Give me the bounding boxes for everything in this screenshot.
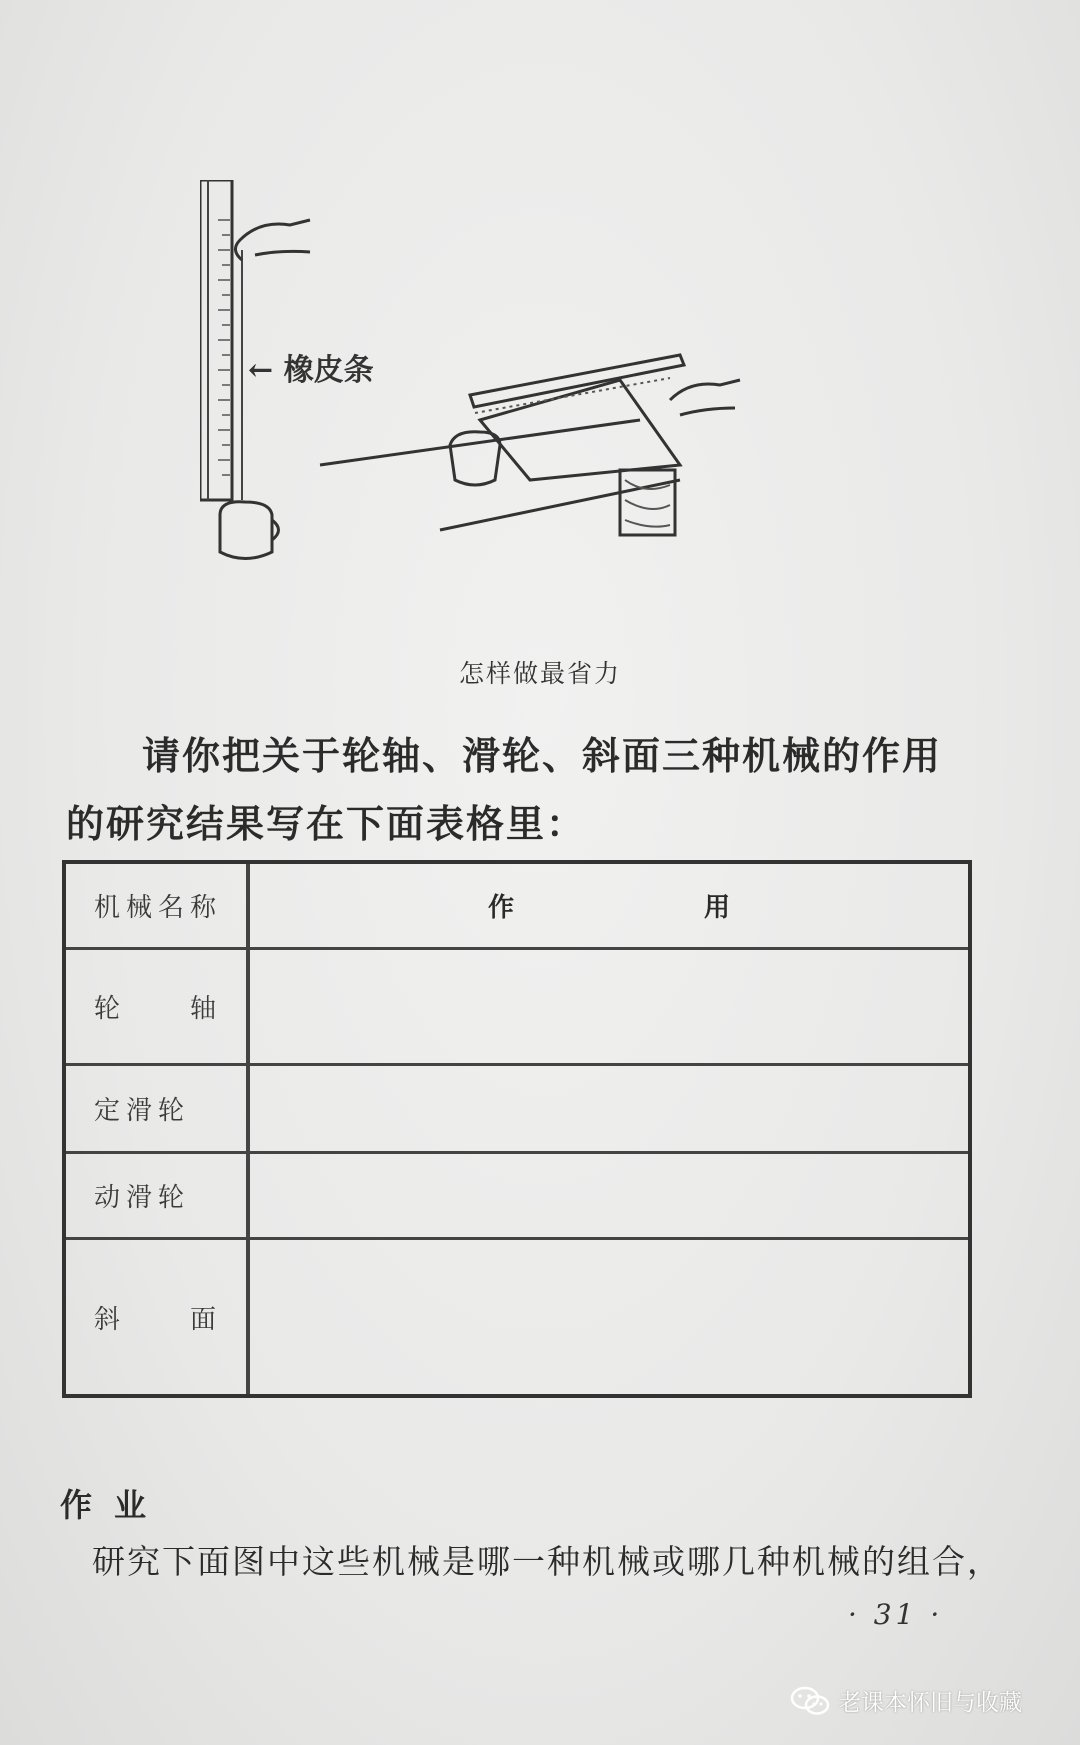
effect-cell	[250, 1066, 968, 1151]
header-machine-name: 机械名称	[66, 864, 250, 947]
effect-cell	[250, 1154, 968, 1237]
machine-name-cell: 动滑轮	[66, 1154, 250, 1237]
wechat-icon	[790, 1685, 830, 1717]
incline-ruler	[470, 355, 684, 407]
incline-line	[320, 420, 640, 465]
header-effect-char-1: 作	[487, 893, 514, 923]
rubber-band-illustration	[200, 180, 860, 640]
rubber-band-label: ← 橡皮条	[248, 353, 374, 388]
page-number: · 31 ·	[848, 1598, 944, 1631]
watermark	[790, 1684, 1022, 1717]
table-row	[66, 1240, 968, 1394]
machine-name-char: 轴	[189, 994, 222, 1024]
effect-cell	[250, 1240, 968, 1394]
instruction-paragraph: 请你把关于轮轴、滑轮、斜面三种机械的作用的研究结果写在下面表格里：	[66, 733, 943, 846]
effect-cell	[250, 950, 968, 1063]
header-effect-cell	[250, 864, 968, 947]
machine-name-cell	[66, 1240, 250, 1394]
table-row	[66, 1154, 968, 1240]
machine-table	[62, 860, 972, 1398]
machine-name-cell: 定滑轮	[66, 1066, 250, 1151]
table-row	[66, 1066, 968, 1154]
machine-name-char: 面	[189, 1304, 222, 1335]
figure-caption: 怎样做最省力	[458, 659, 621, 688]
hand-sketch	[235, 220, 310, 260]
experiment-drawing	[200, 180, 860, 640]
table-header-row	[66, 864, 968, 950]
machine-name-cell	[66, 950, 250, 1063]
watermark-text: 老课本怀旧与收藏	[838, 1689, 1022, 1715]
homework-heading: 作业	[60, 1486, 169, 1524]
machine-name-char: 斜	[94, 1304, 127, 1335]
table-row	[66, 950, 968, 1066]
machine-name-char: 轮	[94, 994, 127, 1024]
header-effect-char-2: 用	[704, 893, 731, 923]
cup-sketch	[220, 502, 272, 559]
homework-text: 研究下面图中这些机械是哪一种机械或哪几种机械的组合，	[92, 1542, 1002, 1581]
